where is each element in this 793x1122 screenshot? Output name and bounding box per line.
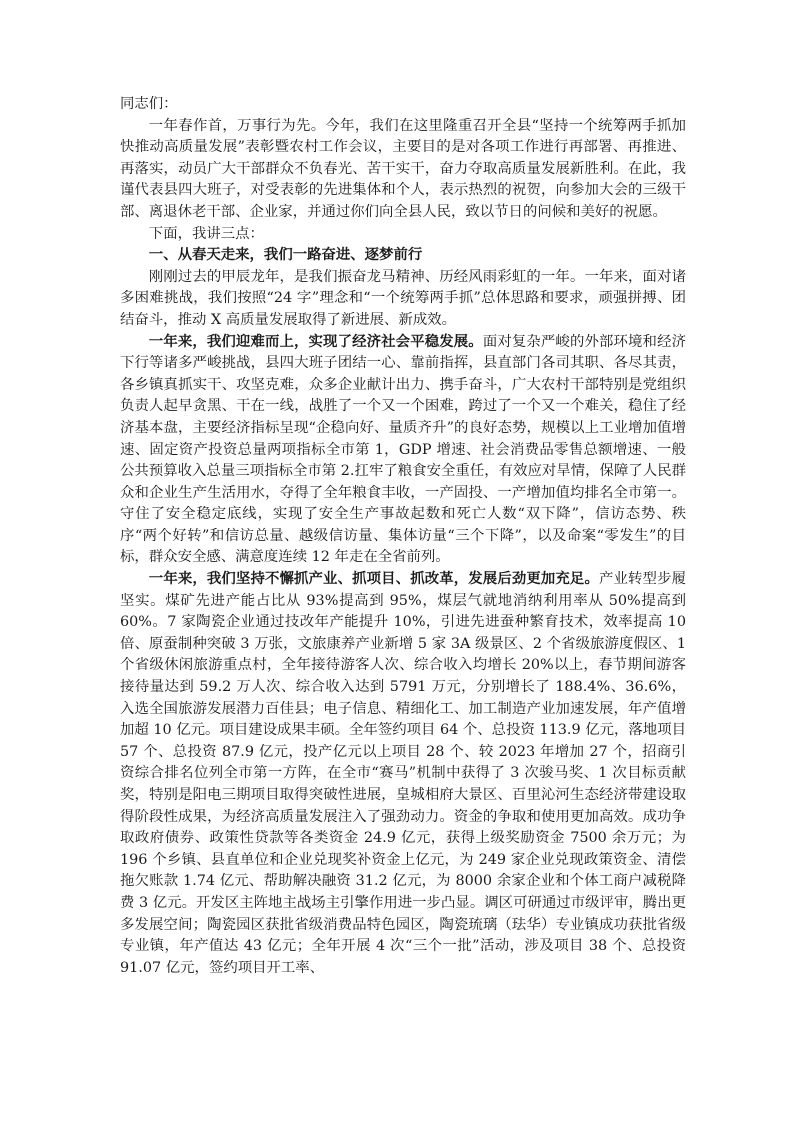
paragraph-industry-body: 产业转型步履坚实。煤矿先进产能占比从 93%提高到 95%，煤层气就地消纳利用率从 50%提高到 60%。7 家陶瓷企业通过技改年产能提升 10%，引进先进蚕种繁育技术，效率提高 10 倍、原蚕制种突破 3 万张，文旅康养产业新增 5 家 3A 级景区、2 个省级旅游度假区、1 个省级休闲旅游重点村，全年接待游客人次、综合收入均增长 20%以上，春节期间游客接待量达到 59.2 万人次、综合收入达到 5791 万元，分别增长了 188.4%、36.6%，入选全国旅游发展潜力百佳县；电子信息、精细化工、加工制造产业加速发展，年产值增加超 10 亿元。项目建设成果丰硕。全年签约项目 64 个、总投资 113.9 亿元，落地项目 57 个、总投资 87.9 亿元，投产亿元以上项目 28 个、较 2023 年增加 27 个，招商引资综合排名位列全市第一方阵，在全市“赛马”机制中获得了 3 次骏马奖、1 次目标贡献奖，特别是阳电三期项目取得突破性进展，皇城相府大景区、百里沁河生态经济带建设取得阶段性成果，为经济高质量发展注入了强劲动力。资金的争取和使用更加高效。成功争取政府债券、政策性贷款等各类资金 24.9 亿元，获得上级奖励资金 7500 余万元；为 196 个乡镇、县直单位和企业兑现奖补资金上亿元，为 249 家企业兑现政策资金、清偿拖欠账款 1.74 亿元、帮助解决融资 31.2 亿元，为 8000 余家企业和个体工商户减税降费 3 亿元。开发区主阵地主战场主引擎作用进一步凸显。调区可研通过市级评审，腾出更多发展空间；陶瓷园区获批省级消费品特色园区，陶瓷琉璃（珐华）专业镇成功获批省级专业镇，年产值达 43 亿元；全年开展 4 次“三个一批”活动，涉及项目 38 个、总投资 91.07 亿元，签约项目开工率、 [120, 571, 686, 976]
paragraph-economy [120, 332, 686, 570]
paragraph-year-review: 刚刚过去的甲辰龙年，是我们振奋龙马精神、历经风雨彩虹的一年。一年来，面对诸多困难挑战，我们按照“24 字”理念和“一个统筹两手抓”总体思路和要求，顽强拼搏、团结奋斗，推动 X 高质量发展取得了新进展、新成效。 [120, 268, 686, 328]
paragraph-outline: 下面，我讲三点： [148, 225, 264, 242]
document-body [120, 94, 686, 979]
paragraph-opening: 一年春作首，万事行为先。今年，我们在这里隆重召开全县“坚持一个统筹两手抓加快推动高质量发展”表彰暨农村工作会议，主要目的是对各项工作进行再部署、再推进、再落实，动员广大干部群众不负春光、苦干实干，奋力夺取高质量发展新胜利。在此，我谨代表县四大班子，对受表彰的先进集体和个人，表示热烈的祝贺，向参加大会的三级干部、离退休老干部、企业家，并通过你们向全县人民，致以节日的问候和美好的祝愿。 [120, 117, 686, 220]
salutation: 同志们： [120, 96, 178, 112]
paragraph-economy-lead: 一年来，我们迎难而上，实现了经济社会平稳发展。 [148, 333, 483, 350]
paragraph-industry [120, 569, 686, 979]
paragraph-economy-body: 面对复杂严峻的外部环境和经济下行等诸多严峻挑战，县四大班子团结一心、靠前指挥，县直部门各司其职、各尽其责，各乡镇真抓实干、攻坚克难，众多企业献计出力、携手奋斗，广大农村干部特别是党组织负责人起早贪黑、干在一线，战胜了一个又一个困难，跨过了一个又一个难关，稳住了经济基本盘，主要经济指标呈现“企稳向好、量质齐升”的良好态势，规模以上工业增加值增速、固定资产投资总量两项指标全市第 1，GDP 增速、社会消费品零售总额增速、一般公共预算收入总量三项指标全市第 2.扛牢了粮食安全重任，有效应对旱情，保障了人民群众和企业生产生活用水，夺得了全年粮食丰收，一产固投、一产增加值均排名全市第一。守住了安全稳定底线，实现了安全生产事故起数和死亡人数“双下降”，信访态势、秩序“两个好转”和信访总量、越级信访量、集体访量“三个下降”，以及命案“零发生”的目标，群众安全感、满意度连续 12 年走在全省前列。 [120, 333, 686, 566]
section-heading-1: 一、从春天走来，我们一路奋进、逐梦前行 [148, 247, 423, 264]
paragraph-industry-lead: 一年来，我们坚持不懈抓产业、抓项目、抓改革，发展后劲更加充足。 [148, 571, 599, 588]
